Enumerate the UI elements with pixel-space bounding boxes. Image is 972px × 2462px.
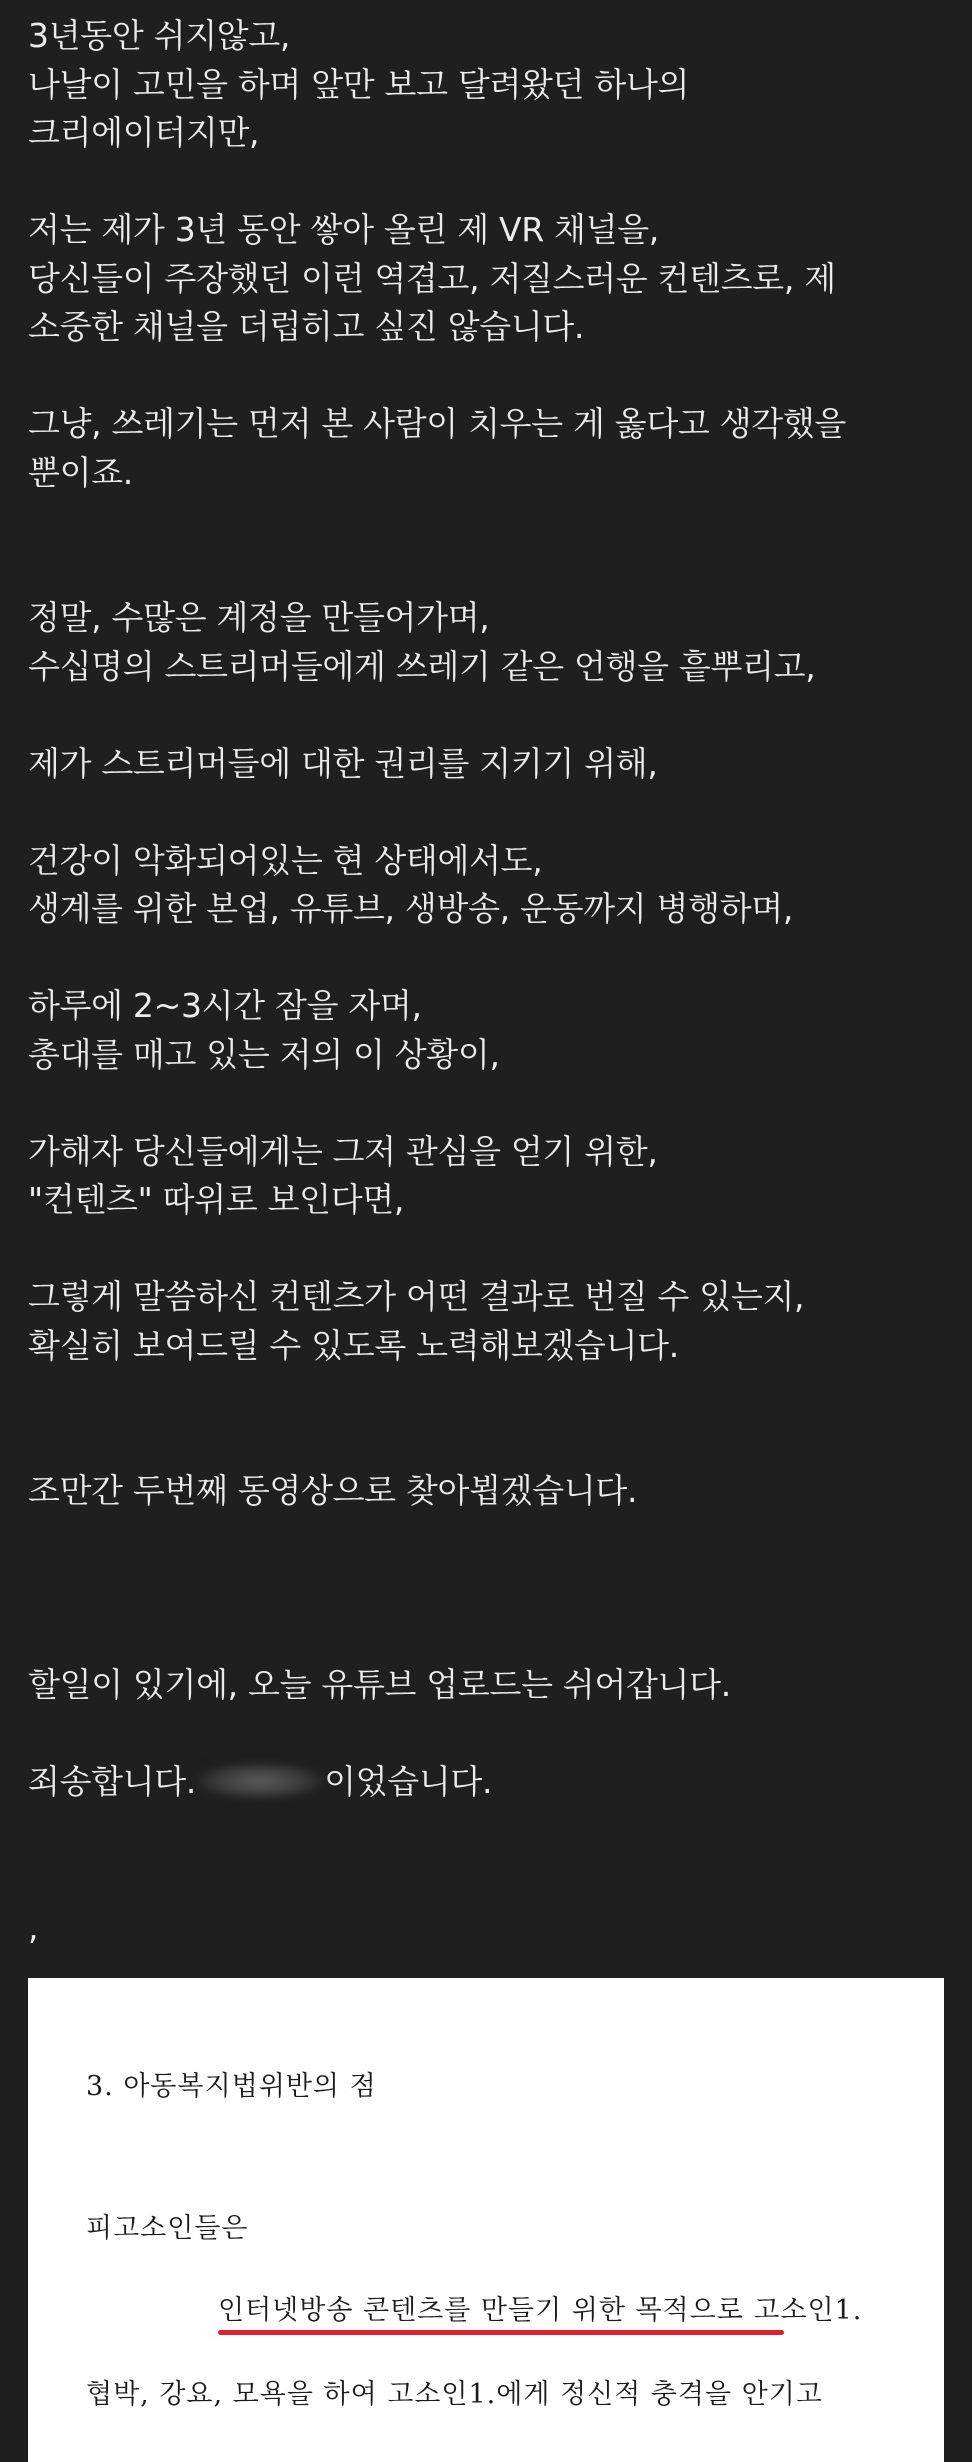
post-line: 건강이 악화되어있는 현 상태에서도,: [28, 840, 543, 880]
post-line: 당신들이 주장했던 이런 역겹고, 저질스러운 컨텐츠로, 제: [28, 258, 836, 298]
post-line: [28, 1225, 938, 1274]
post-line: [28, 352, 938, 401]
post-line: [28, 1807, 938, 1856]
post-line: 소중한 채널을 더럽히고 싶진 않습니다.: [28, 307, 585, 346]
post-line: 할일이 있기에, 오늘 유튜브 업로드는 쉬어갑니다.: [28, 1665, 731, 1704]
document-paragraph: 피고소인들은: [86, 2213, 249, 2244]
post-line: 저는 제가 3년 동안 쌓아 올린 제 VR 채널을,: [28, 210, 659, 249]
post-line: 생계를 위한 본업, 유튜브, 생방송, 운동까지 병행하며,: [28, 889, 794, 928]
post-line: 그렇게 말씀하신 컨텐츠가 어떤 결과로 번질 수 있는지,: [28, 1277, 805, 1316]
post-line: [28, 1370, 938, 1419]
post-line: [28, 691, 938, 740]
post-line: [28, 497, 938, 546]
post-line: 정말, 수많은 계정을 만들어가며,: [28, 598, 490, 637]
signoff-text: 죄송합니다.: [28, 1762, 197, 1801]
post-line: [28, 934, 938, 983]
document-heading: 3. 아동복지법위반의 점: [86, 2071, 377, 2102]
post-line: 나날이 고민을 하며 앞만 보고 달려왔던 하나의: [28, 64, 690, 104]
post-line: [28, 1613, 938, 1662]
document-highlighted-paragraph: 인터넷방송 콘텐츠를 만들기 위한 목적으로 고소인1.: [218, 2295, 863, 2326]
post-line: 크리에이터지만,: [28, 113, 260, 152]
post-line: [28, 546, 938, 595]
blurred-name: [196, 1762, 324, 1800]
post-line: [28, 1079, 938, 1128]
post-line: 조만간 두번째 동영상으로 찾아뵙겠습니다.: [28, 1471, 638, 1510]
post-line: [28, 1419, 938, 1468]
document-paragraph: 협박, 강요, 모욕을 하여 고소인1.에게 정신적 충격을 안기고: [86, 2379, 823, 2410]
post-line: 3년동안 쉬지않고,: [28, 16, 291, 55]
signoff-line: [28, 1758, 938, 1807]
post-line: "컨텐츠" 따위로 보인다면,: [28, 1180, 405, 1219]
post-line: [28, 1516, 938, 1565]
post-line: 확실히 보여드릴 수 있도록 노력해보겠습니다.: [28, 1325, 679, 1365]
legal-document-image: [28, 1978, 944, 2462]
post-line: [28, 158, 938, 207]
post-line: 가해자 당신들에게는 그저 관심을 얻기 위한,: [28, 1131, 658, 1171]
post-line: 그냥, 쓰레기는 먼저 본 사람이 치우는 게 옳다고 생각했을: [28, 404, 847, 443]
post-line: [28, 1855, 938, 1904]
red-underline: [218, 2330, 784, 2335]
post-line: ,: [28, 1907, 39, 1947]
post-line: 하루에 2~3시간 잠을 자며,: [28, 986, 422, 1025]
post-line: 수십명의 스트리머들에게 쓰레기 같은 언행을 흩뿌리고,: [28, 646, 816, 686]
post-line: [28, 1710, 938, 1759]
post-body: [28, 12, 938, 1952]
signoff-text-end: 이었습니다.: [324, 1762, 493, 1801]
post-line: 제가 스트리머들에 대한 권리를 지키기 위해,: [28, 743, 658, 783]
post-line: [28, 788, 938, 837]
post-line: 총대를 매고 있는 저의 이 상황이,: [28, 1034, 500, 1074]
post-line: 뿐이죠.: [28, 452, 133, 492]
post-line: [28, 1564, 938, 1613]
